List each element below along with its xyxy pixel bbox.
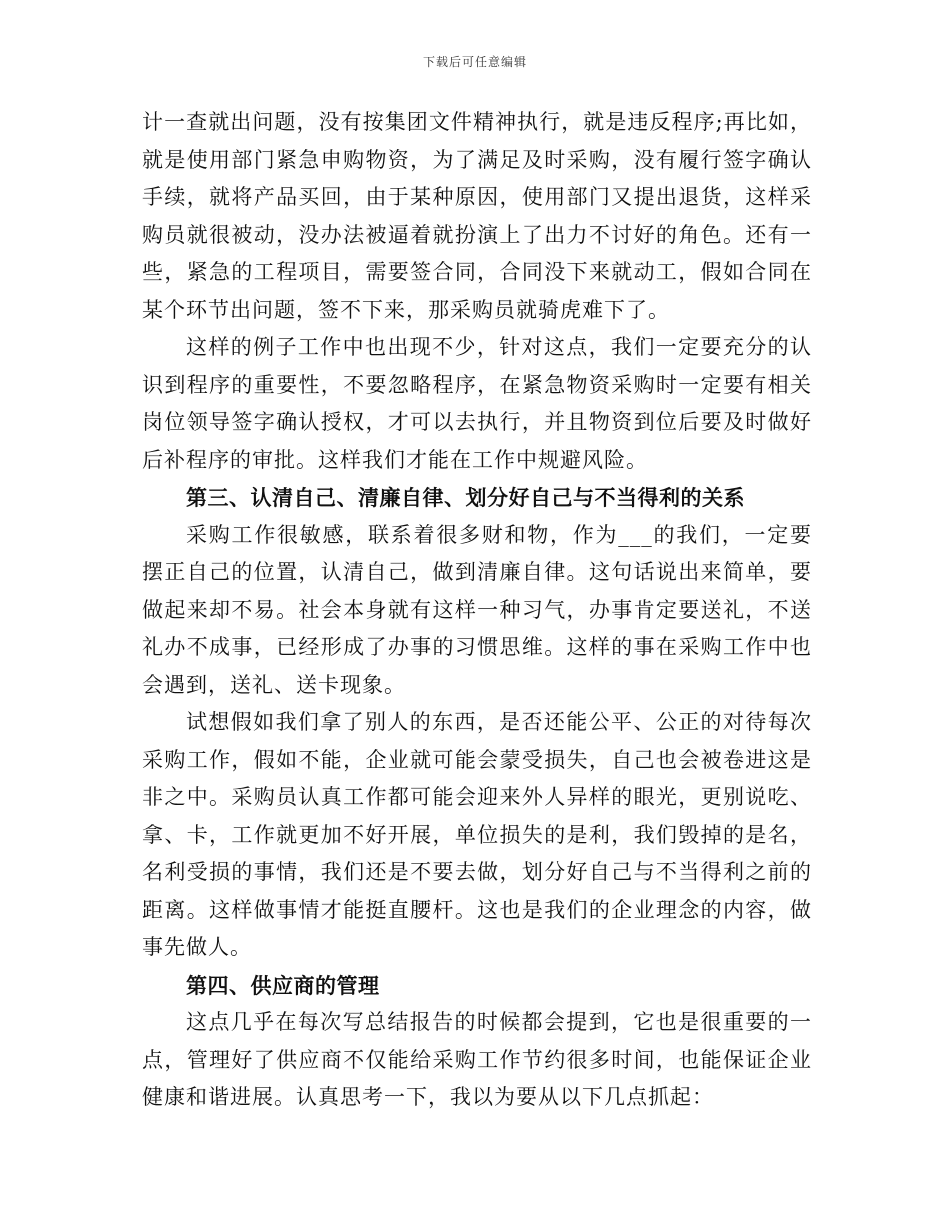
document-body [142, 104, 812, 1117]
paragraph-supplier-management: 这点几乎在每次写总结报告的时候都会提到，它也是很重要的一点，管理好了供应商不仅能给采购工作节约很多时间，也能保证企业健康和谐进展。认真思考一下，我以为要从以下几点抓起： [142, 1010, 812, 1109]
paragraph-self-discipline: 采购工作很敏感，联系着很多财和物，作为___的我们，一定要摆正自己的位置，认清自己，做到清廉自律。这句话说出来简单，要做起来却不易。社会本身就有这样一种习气，办事肯定要送礼，不送礼办不成事，已经形成了办事的习惯思维。这样的事在采购工作中也会遇到，送礼、送卡现象。 [142, 522, 812, 697]
paragraph-procedure-examples: 这样的例子工作中也出现不少，针对这点，我们一定要充分的认识到程序的重要性，不要忽略程序，在紧急物资采购时一定要有相关岗位领导签字确认授权，才可以去执行，并且物资到位后要及时做好后补程序的审批。这样我们才能在工作中规避风险。 [142, 335, 812, 472]
section-heading-four: 第四、供应商的管理 [186, 972, 380, 998]
section-heading-three: 第三、认清自己、清廉自律、划分好自己与不当得利的关系 [186, 485, 745, 510]
paragraph-fairness: 试想假如我们拿了别人的东西，是否还能公平、公正的对待每次采购工作，假如不能，企业就可能会蒙受损失，自己也会被卷进这是非之中。采购员认真工作都可能会迎来外人异样的眼光，更别说吃、拿、卡，工作就更加不好开展，单位损失的是利，我们毁掉的是名，名利受损的事情，我们还是不要去做，划分好自己与不当得利之前的距离。这样做事情才能挺直腰杆。这也是我们的企业理念的内容，做事先做人。 [142, 710, 812, 959]
page-header: 下载后可任意编辑 [422, 55, 527, 69]
paragraph-continuation: 计一查就出问题，没有按集团文件精神执行，就是违反程序;再比如，就是使用部门紧急申购物资，为了满足及时采购，没有履行签字确认手续，就将产品买回，由于某种原因，使用部门又提出退货，这样采购员就很被动，没办法被逼着就扮演上了出力不讨好的角色。还有一些，紧急的工程项目，需要签合同，合同没下来就动工，假如合同在某个环节出问题，签不下来，那采购员就骑虎难下了。 [142, 110, 812, 322]
